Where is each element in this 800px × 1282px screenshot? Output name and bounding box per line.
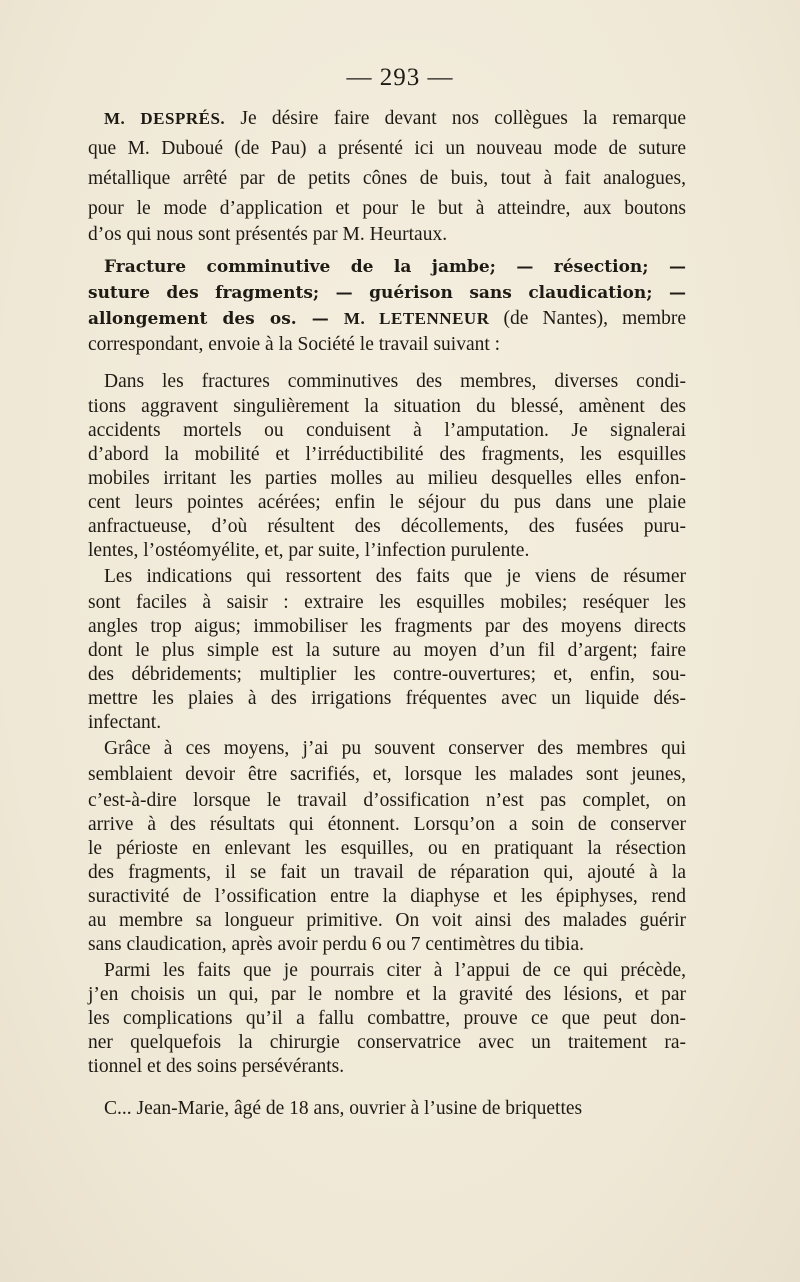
body-line: accidents mortels ou conduisent à l’amputation. Je signalerai [88,420,686,441]
body-line: mettre les plaies à des irrigations fréquentes avec un liquide dés- [88,688,686,709]
body-line: c’est-à-dire lorsque le travail d’ossification n’est pas complet, on [88,790,686,811]
body-line: d’abord la mobilité et l’irréductibilité des fragments, les esquilles [88,444,686,465]
body-line: des fragments, il se fait un travail de réparation qui, ajouté à la [88,862,686,883]
body-line: tions aggravent singulièrement la situation du blessé, amènent des [88,396,686,417]
body-line: semblaient devoir être sacrifiés, et, lorsque les malades sont jeunes, [88,764,686,785]
body-line: anfractueuse, d’où résultent des décollements, des fusées puru- [88,516,686,537]
author-name: M. LETENNEUR [343,309,490,328]
body-line: j’en choisis un qui, par le nombre et la gravité des lésions, et par [88,984,686,1005]
body-line: lentes, l’ostéomyélite, et, par suite, l’infection purulente. [88,540,530,561]
intro-line-5: d’os qui nous sont présentés par M. Heurtaux. [88,224,448,245]
body-line: le périoste en enlevant les esquilles, ou en pratiquant la résection [88,838,686,859]
body-line: sont faciles à saisir : extraire les esquilles mobiles; reséquer les [88,592,686,613]
intro-text: Je désire faire devant nos collègues la remarque [225,108,686,129]
heading-bold-part: allongement des os. — [88,309,344,329]
page-number: — 293 — [346,64,454,91]
intro-line-2: que M. Duboué (de Pau) a présenté ici un nouveau mode de suture [88,138,686,159]
body-line: les complications qu’il a fallu combattre, prouve ce que peut don- [88,1008,686,1029]
body-line: ner quelquefois la chirurgie conservatrice avec un traitement ra- [88,1032,686,1053]
intro-line-1 [104,104,686,134]
body-line: au membre sa longueur primitive. On voit ainsi des malades guérir [88,910,686,931]
intro-line-4: pour le mode d’application et pour le but à atteindre, aux boutons [88,198,686,219]
body-line: angles trop aigus; immobiliser les fragments par des moyens directs [88,616,686,637]
heading-affiliation: (de Nantes), membre [489,308,686,329]
intro-line-3: métallique arrêté par de petits cônes de buis, tout à fait analogues, [88,168,686,189]
body-line: Les indications qui ressortent des faits que je viens de résumer [104,566,686,587]
body-line: suractivité de l’ossification entre la diaphyse et les épiphyses, rend [88,886,686,907]
body-line: dont le plus simple est la suture au moyen d’un fil d’argent; faire [88,640,686,661]
body-line: mobiles irritant les parties molles au milieu desquelles elles enfon- [88,468,686,489]
body-line: C... Jean-Marie, âgé de 18 ans, ouvrier à l’usine de briquettes [104,1098,583,1119]
body-line: des débridements; multiplier les contre-ouvertures; et, enfin, sou- [88,664,686,685]
article-heading-line-4: correspondant, envoie à la Société le travail suivant : [88,334,501,355]
article-heading-line-1: Fracture comminutive de la jambe; — résection; — [104,257,686,277]
body-line: tionnel et des soins persévérants. [88,1056,345,1077]
body-line: Dans les fractures comminutives des membres, diverses condi- [104,371,686,392]
body-line: Grâce à ces moyens, j’ai pu souvent conserver des membres qui [104,738,686,759]
body-line: cent leurs pointes acérées; enfin le séjour du pus dans une plaie [88,492,686,513]
article-heading-line-2: suture des fragments; — guérison sans claudication; — [88,283,686,303]
body-line: sans claudication, après avoir perdu 6 ou 7 centimètres du tibia. [88,934,585,955]
body-line: Parmi les faits que je pourrais citer à l’appui de ce qui précède, [104,960,686,981]
body-line: arrive à des résultats qui étonnent. Lorsqu’on a soin de conserver [88,814,686,835]
body-line: infectant. [88,712,162,733]
speaker-name: M. DESPRÉS. [104,109,226,128]
